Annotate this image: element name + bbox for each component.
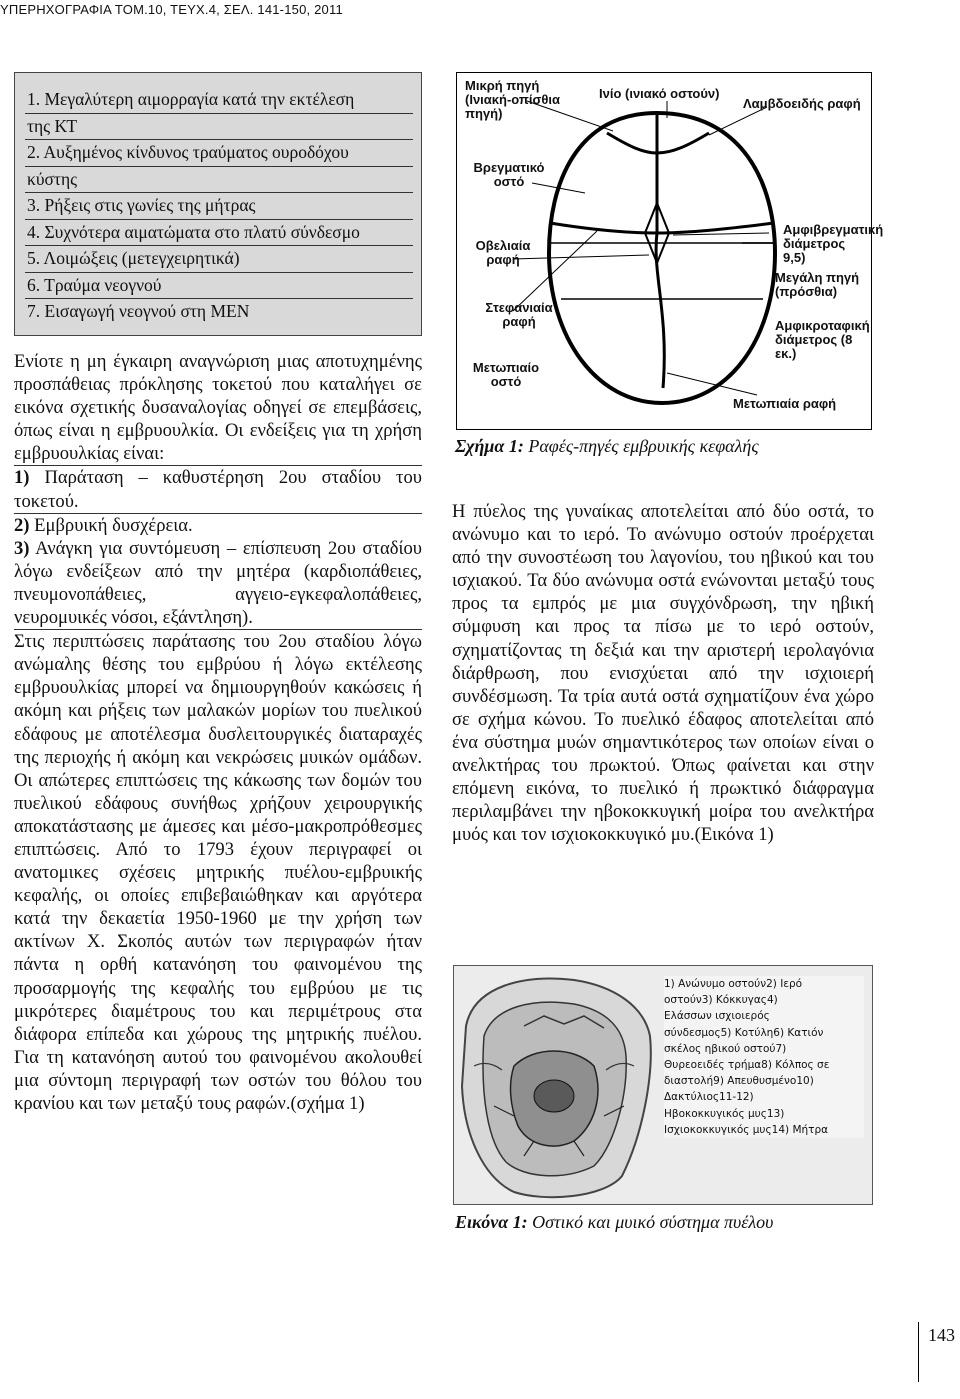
legend-line: διαστολή9) Απευθυσμένο10)	[664, 1075, 814, 1088]
figure2-caption	[455, 1212, 773, 1233]
label-sagittal-suture: Οβελιαία ραφή	[475, 238, 531, 267]
right-column	[452, 500, 874, 846]
journal-header: ΥΠΕΡΗΧΟΓΡΑΦΙΑ ΤΟΜ.10, ΤΕΥΧ.4, ΣΕΛ. 141-150, 2011	[0, 2, 343, 17]
box-line: 1. Μεγαλύτερη αιμορραγία κατά την εκτέλεση	[25, 87, 413, 114]
legend-line: Ηβοκοκκυγικός μυς13)	[664, 1107, 785, 1120]
indication-number: 3)	[14, 537, 30, 559]
figure1-caption	[455, 436, 759, 457]
indication-2	[14, 514, 422, 537]
label-frontal-suture: Μετωπιαία ραφή	[733, 396, 837, 411]
indication-text: Παράταση – καθυστέρηση 2ου σταδίου του τοκετού.	[14, 467, 422, 512]
box-line: 5. Λοιμώξεις (μετεγχειρητικά)	[25, 246, 413, 273]
label-large-fontanelle: Μεγάλη πηγή (πρόσθια)	[775, 270, 860, 299]
legend-line: Θυρεοειδές τρήμα8) Κόλπος σε	[664, 1059, 830, 1072]
indication-text: Εμβρυική δυσχέρεια.	[29, 514, 193, 536]
figure1-caption-text: Ραφές-πηγές εμβρυικής κεφαλής	[523, 436, 759, 456]
left-column	[14, 350, 422, 1115]
figure2-caption-text: Οστικό και μυικό σύστημα πυέλου	[527, 1212, 774, 1232]
legend-line: σκέλος ηβικού οστού7)	[664, 1042, 787, 1055]
indication-number: 2)	[14, 514, 30, 536]
box-line: 3. Ρήξεις στις γωνίες της μήτρας	[25, 193, 413, 220]
indication-number: 1)	[14, 467, 30, 489]
indication-1	[14, 466, 422, 513]
label-biparietal-diameter: Αμφιβρεγματική διάμετρος 9,5)	[783, 222, 884, 265]
legend-line: σύνδεσμος5) Κοτύλη6) Κατιόν	[664, 1026, 824, 1039]
figure1-caption-label: Σχήμα 1:	[455, 436, 524, 456]
indication-text: Ανάγκη για συντόμευση – επίσπευση 2ου σταδίου λόγω ενδείξεων από την μητέρα (καρδιοπάθειες, πνευμονοπάθειες, αγγειο-εγκεφαλοπάθειες, νευρομυικές νόσοι, εξάντληση).	[14, 537, 422, 629]
box-line: 4. Συχνότερα αιματώματα στο πλατύ σύνδεσμο	[25, 220, 413, 247]
indication-3	[14, 537, 422, 630]
legend-line: Δακτύλιος11-12)	[664, 1091, 754, 1104]
figure2-caption-label: Εικόνα 1:	[455, 1212, 528, 1232]
box-line: 7. Εισαγωγή νεογνού στη ΜΕΝ	[27, 301, 250, 321]
intro-paragraph: Ενίοτε η μη έγκαιρη αναγνώριση μιας αποτυχημένης προσπάθειας πρόκλησης τοκετού που καταλήγει σε εικόνα σχετικής δυσαναλογίας οδηγεί σε επεμβάσεις, όπως είναι η εμβρυουλκία. Οι ενδείξεις για τη χρήση εμβρυουλκίας είναι:	[14, 350, 422, 466]
fetal-skull-diagram	[456, 72, 884, 430]
label-lambdoid-suture: Λαμβδοειδής ραφή	[743, 96, 861, 111]
label-occipital-bone: Ινίο (ινιακό οστούν)	[599, 86, 720, 101]
box-line: της ΚΤ	[25, 114, 413, 141]
label-small-fontanelle: Μικρή πηγή (Ινιακή-οπίσθια πηγή)	[465, 78, 560, 121]
page-number: 143	[928, 1325, 955, 1345]
label-bitemporal-diameter: Αμφικροταφική διάμετρος (8 εκ.)	[775, 318, 870, 361]
pelvis-paragraph: Η πύελος της γυναίκας αποτελείται από δύο οστά, το ανώνυμο και το ιερό. Το ανώνυμο οστούν προέρχεται από την συνοστέωση του λαγονίου, του ηβικού και του ισχιακού. Τα δύο ανώνυμα οστά ενώνονται μεταξύ τους προς τα εμπρός με μια συγχόνδρωση, την ηβική σύμφυση και προς τα πίσω με το ιερό οστούν, σχηματίζοντας τη δεξιά και την αριστερή ιερολαγόνια διάρθρωση, που ενισχύεται από την ισχιοιερή συνδέσμωση. Τα τρία αυτά οστά σχηματίζουν ένα χώρο σε σχήμα κώνου. Το πυελικό έδαφος αποτελείται από ένα σύστημα μυών σημαντικότερος των οποίων είναι ο ανελκτήρας του πρωκτού. Όπως φαίνεται και στην επόμενη εικόνα, το πυελικό ή πρωκτικό διάφραγμα περιλαμβάνει την ηβοκοκκυγική μοίρα του ανελκτήρα μυός και τον ισχιοκοκκυγικό μυ.(Εικόνα 1)	[452, 501, 874, 846]
label-frontal-bone: Μετωπιαίο οστό	[472, 360, 540, 389]
box-line: κύστης	[25, 167, 413, 194]
legend-line: 1) Ανώνυμο οστούν2) Ιερό	[664, 978, 803, 990]
page-divider	[918, 1322, 919, 1382]
pelvis-anatomy-figure	[453, 965, 873, 1205]
label-parietal-bone: Βρεγματικό οστό	[473, 160, 545, 189]
complications-box	[14, 72, 422, 336]
legend-line: Ισχιοκοκκυγικός μυς14) Μήτρα	[664, 1123, 829, 1136]
box-line: 2. Αυξημένος κίνδυνος τραύματος ουροδόχου	[25, 140, 413, 167]
figure2-legend	[664, 976, 864, 1138]
body-paragraph: Στις περιπτώσεις παράτασης του 2ου σταδίου λόγω ανώμαλης θέσης του εμβρύου ή λόγω εκτέλεσης εμβρυουλκίας μπορεί να δημιουργηθούν κακώσεις ή ακόμη και ρήξεις των μαλακών μορίων του πυελικού εδάφους με αποτέλεσμα δυσλειτουργικές διαταραχές της περιοχής ή ακόμη και νεκρώσεις μυικών ομάδων. Οι απώτερες επιπτώσεις της κάκωσης των δομών του πυελικού εδάφους συνήθως χρήζουν χειρουργικής αποκατάστασης με άμεσες και μέσο-μακροπρόθεσμες επιπτώσεις. Από το 1793 έχουν περιγραφεί οι ανατομικες σχέσεις μητρικής πυέλου-εμβρυικής κεφαλής, οι οποίες επιβεβαιώθηκαν και αργότερα κατά την δεκαετία 1950-1960 με την χρήση των ακτίνων Χ. Σκοπός αυτών των περιγραφών ήταν πάντα η ορθή κατανόηση του φαινομένου της προσαρμογής της κεφαλής του εμβρύου με τις μικρότερες διαμέτρους του και περιμέτρους στα διάφορα επίπεδα και χώρους της μητρικής πυέλου. Για τη κατανόηση αυτού του φαινομένου ακολουθεί μια σύντομη περιγραφή των οστών του θόλου του κρανίου και των μεταξύ τους ραφών.(σχήμα 1)	[14, 631, 422, 1114]
label-coronal-suture: Στεφανιαία ραφή	[485, 300, 553, 329]
box-line: 6. Τραύμα νεογνού	[25, 273, 413, 300]
legend-line: Ελάσσων ισχιοιερός	[664, 1010, 770, 1023]
legend-line: οστούν3) Κόκκυγας4)	[664, 994, 778, 1007]
